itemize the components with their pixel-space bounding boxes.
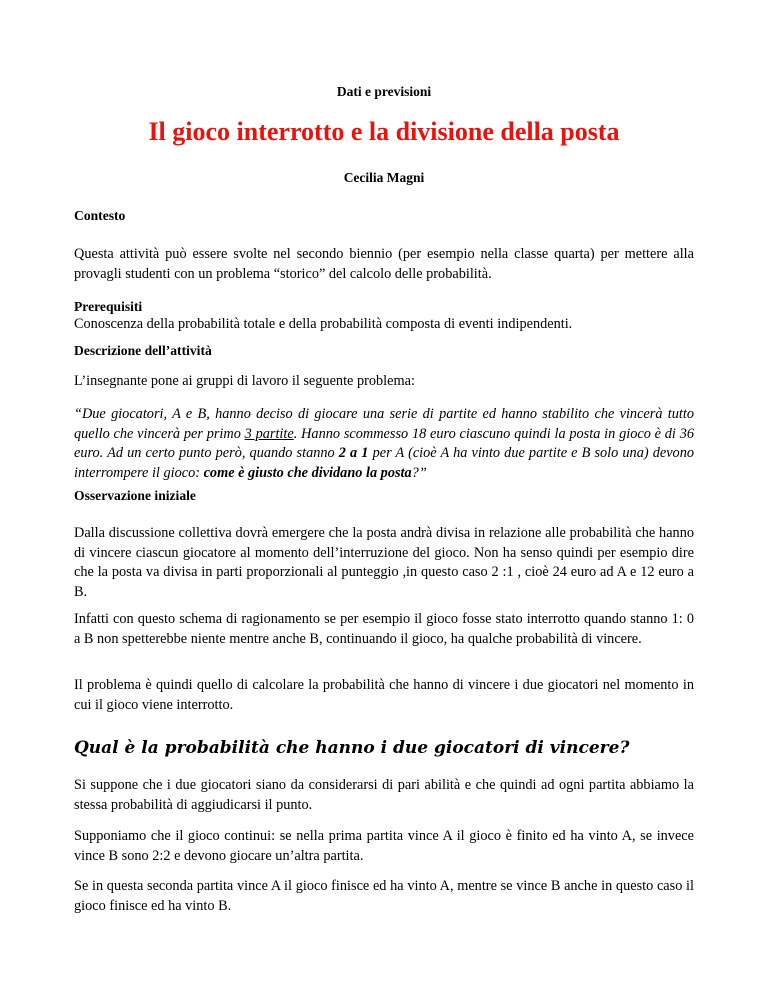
bold-question: come è giusto che dividano la posta xyxy=(203,464,412,481)
heading-prerequisiti: Prerequisiti xyxy=(74,299,143,314)
paragraph-sezione-1: Si suppone che i due giocatori siano da considerarsi di pari abilità e che quindi ad ogni partita abbiamo la stessa probabilità di aggiudicarsi il punto. xyxy=(74,777,694,813)
underlined-text: 3 partite xyxy=(244,425,294,442)
paragraph-sezione-3: Se in questa seconda partita vince A il gioco finisce ed ha vinto A, mentre se vince B anche in questo caso il gioco finisce ed ha vinto B. xyxy=(74,878,694,914)
paragraph-sezione-2: Supponiamo che il gioco continui: se nella prima partita vince A il gioco è finito ed ha vinto A, se invece vince B sono 2:2 e devono giocare un’altra partita. xyxy=(74,828,694,864)
heading-osservazione: Osservazione iniziale xyxy=(74,488,196,503)
paragraph-contesto: Questa attività può essere svolte nel secondo biennio (per esempio nella classe quarta) per mettere alla provagli studenti con un problema “storico” del calcolo delle probabilità. xyxy=(74,246,694,282)
paragraph-intro: L’insegnante pone ai gruppi di lavoro il seguente problema: xyxy=(74,373,415,389)
page-title: Il gioco interrotto e la divisione della posta xyxy=(148,117,620,146)
paragraph-osservazione-2: Infatti con questo schema di ragionamento se per esempio il gioco fosse stato interrotto quando stanno 1: 0 a B non spetterebbe niente mentre anche B, continuando il gioco, ha qualche probabilità di vincere. xyxy=(74,611,694,647)
paragraph-prerequisiti: Conoscenza della probabilità totale e della probabilità composta di eventi indipendenti. xyxy=(74,316,573,332)
kicker: Dati e previsioni xyxy=(336,84,432,99)
paragraph-osservazione-1: Dalla discussione collettiva dovrà emergere che la posta andrà divisa in relazione alle probabilità che hanno di vincere ciascun giocatore al momento dell’interruzione del gioco. Non ha senso quindi per esempio dire che la posta va divisa in parti proporzionali al punteggio ,in questo caso 2 :1 , cioè 24 euro ad A e 12 euro a B. xyxy=(74,525,694,600)
paragraph-osservazione-3: Il problema è quindi quello di calcolare la probabilità che hanno di vincere i due giocatori nel momento in cui il gioco viene interrotto. xyxy=(74,677,694,713)
problem-quote: “Due giocatori, A e B, hanno deciso di giocare una serie di partite ed hanno stabilito che vincerà tutto quello che vincerà per primo 3 partite. Hanno scommesso 18 euro ciascuno quindi la posta in gioco è di 36 euro. Ad un certo punto però, quando stanno 2 a 1 per A (cioè A ha vinto due partite e B solo una) devono interrompere il gioco: come è giusto che dividano la posta?” xyxy=(74,406,694,481)
heading-contesto: Contesto xyxy=(74,208,126,223)
section-heading: Qual è la probabilità che hanno i due giocatori di vincere? xyxy=(74,738,630,758)
bold-score: 2 a 1 xyxy=(338,445,369,461)
author: Cecilia Magni xyxy=(343,170,425,185)
heading-descrizione: Descrizione dell’attività xyxy=(74,343,212,358)
